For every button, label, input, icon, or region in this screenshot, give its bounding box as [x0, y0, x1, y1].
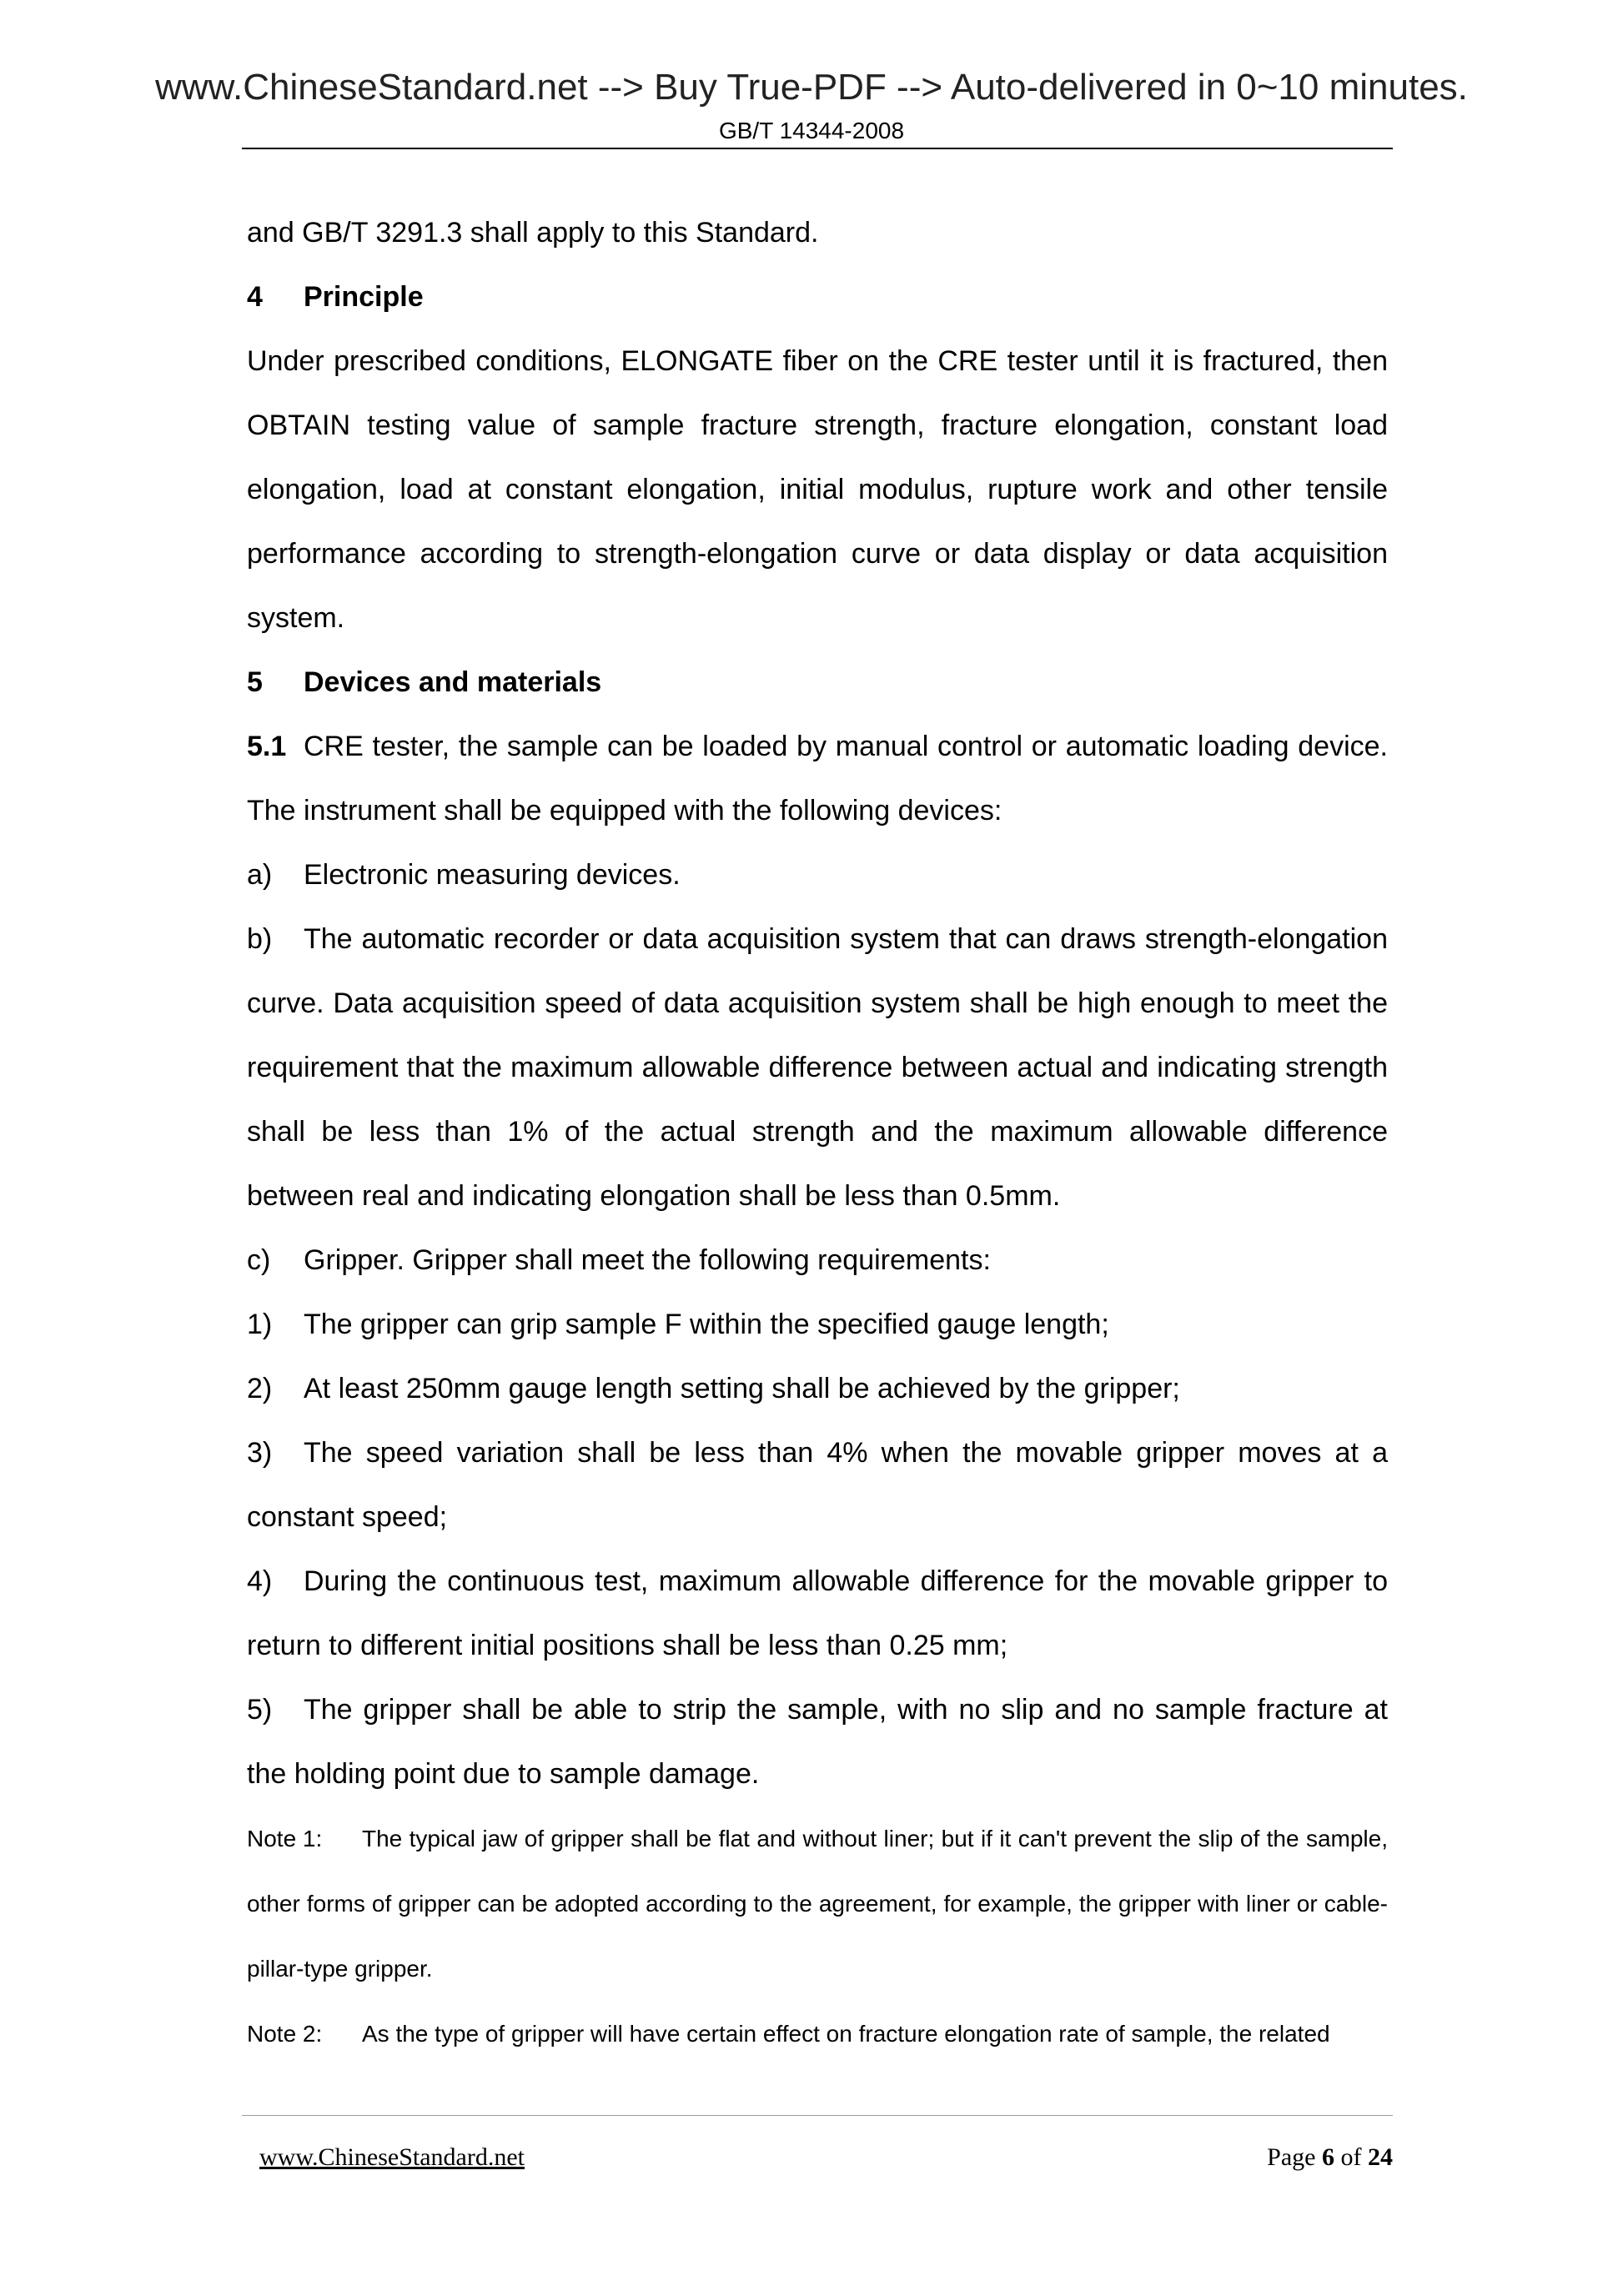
note-1: [247, 1806, 1388, 2002]
requirement-label: 3): [247, 1437, 273, 1469]
principle-paragraph: Under prescribed conditions, ELONGATE fiber on the CRE tester until it is fractured, then OBTAIN testing value of sample fracture strength, fracture elongation, constant load elongation, load at constant elongation, initial modulus, rupture work and other tensile performance according to strength-elongation curve or data display or data acquisition system.: [247, 345, 1388, 634]
section-title: Devices and materials: [304, 666, 602, 698]
list-item: [247, 843, 1388, 907]
intro-paragraph: and GB/T 3291.3 shall apply to this Standard.: [247, 217, 819, 249]
list-item: [247, 907, 1388, 1228]
requirement-item: [247, 1357, 1388, 1421]
section-number: 4: [247, 281, 263, 313]
requirement-text: The speed variation shall be less than 4% when the movable gripper moves at a constant speed;: [247, 1437, 1388, 1533]
page-indicator: [1267, 2143, 1393, 2172]
requirement-label: 4): [247, 1565, 273, 1597]
footer-site-link[interactable]: www.ChineseStandard.net: [259, 2143, 525, 2171]
page-of: of: [1340, 2143, 1362, 2171]
note-text: The typical jaw of gripper shall be flat and without liner; but if it can't prevent the slip of the sample, other forms of gripper can be adopted according to the agreement, for example, the gripper with liner or cable-pillar-type gripper.: [247, 1826, 1388, 1982]
section-number: 5: [247, 666, 263, 698]
list-item-text: Gripper. Gripper shall meet the following requirements:: [304, 1244, 991, 1276]
requirement-item: [247, 1421, 1388, 1550]
requirement-label: 5): [247, 1694, 273, 1726]
requirement-text: During the continuous test, maximum allowable difference for the movable gripper to return to different initial positions shall be less than 0.25 mm;: [247, 1565, 1388, 1661]
header-divider: [242, 148, 1393, 149]
requirement-label: 1): [247, 1309, 273, 1340]
requirement-item: [247, 1678, 1388, 1806]
list-item-text: Electronic measuring devices.: [304, 859, 681, 891]
page-total: 24: [1368, 2143, 1393, 2171]
note-text: As the type of gripper will have certain effect on fracture elongation rate of sample, the related: [362, 2021, 1330, 2047]
list-item-label: c): [247, 1244, 271, 1276]
clause-number: 5.1: [247, 731, 287, 762]
requirement-text: The gripper can grip sample F within the specified gauge length;: [304, 1309, 1109, 1340]
section-heading-principle: [247, 265, 1388, 329]
list-item-text: The automatic recorder or data acquisition system that can draws strength-elongation curve. Data acquisition speed of data acquisition system shall be high enough to meet the requirement that the maximum allowable difference between actual and indicating strength shall be less than 1% of the actual strength and the maximum allowable difference between real and indicating elongation shall be less than 0.5mm.: [247, 923, 1388, 1212]
standard-number: GB/T 14344-2008: [718, 118, 905, 143]
note-2: [247, 2002, 1388, 2067]
note-label: Note 2:: [247, 2021, 323, 2047]
list-item-label: b): [247, 923, 273, 955]
clause-5-1: [247, 715, 1388, 843]
note-label: Note 1:: [247, 1826, 323, 1851]
list-item-label: a): [247, 859, 273, 891]
footer-divider: [242, 2115, 1393, 2116]
document-body: [247, 201, 1388, 2067]
requirement-text: At least 250mm gauge length setting shall be achieved by the gripper;: [304, 1373, 1180, 1404]
clause-text: CRE tester, the sample can be loaded by manual control or automatic loading device. The instrument shall be equipped with the following devices:: [247, 731, 1388, 826]
page-current: 6: [1322, 2143, 1334, 2171]
requirement-item: [247, 1293, 1388, 1357]
list-item: [247, 1228, 1388, 1293]
section-heading-devices: [247, 651, 1388, 715]
section-title: Principle: [304, 281, 424, 313]
requirement-text: The gripper shall be able to strip the sample, with no slip and no sample fracture at the holding point due to sample damage.: [247, 1694, 1388, 1790]
requirement-item: [247, 1550, 1388, 1678]
page-prefix: Page: [1267, 2143, 1316, 2171]
requirement-label: 2): [247, 1373, 273, 1404]
header-banner: www.ChineseStandard.net --> Buy True-PDF --> Auto-delivered in 0~10 minutes.: [155, 67, 1468, 108]
